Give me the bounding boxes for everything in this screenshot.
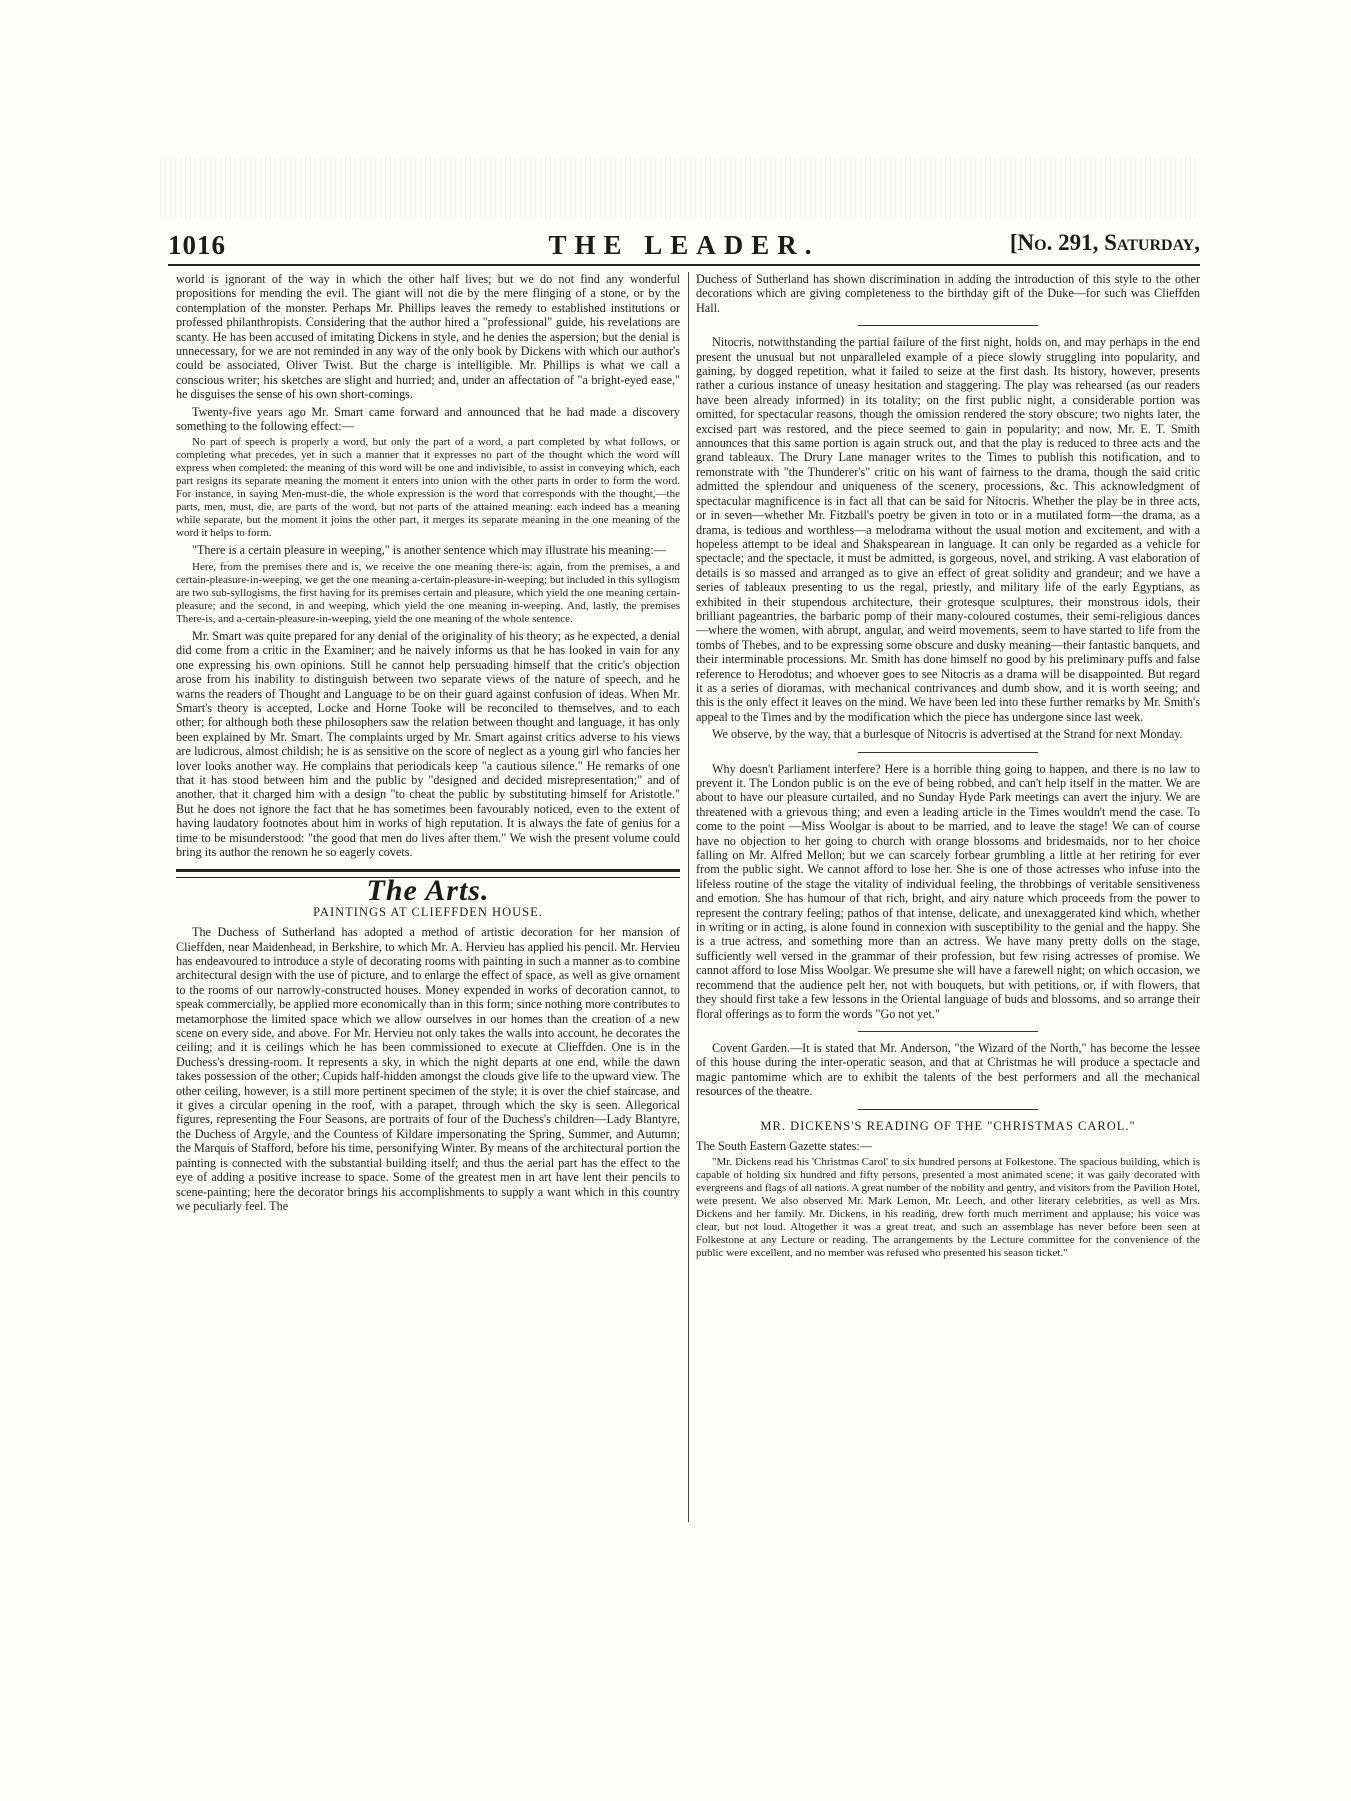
theatre-paragraph: Covent Garden.—It is stated that Mr. Anderson, "the Wizard of the North," has become the lessee of this house during the inter-operatic season, and that at Christmas he will produce a spectacle and magic pantomime which are to exhibit the talents of the best performers and all the mechanical resources of the theatre. <box>696 1040 1200 1099</box>
right-column <box>696 272 1200 1522</box>
quotation: "Mr. Dickens read his 'Christmas Carol' to six hundred persons at Folkestone. The spacious building, which is capable of holding six hundred and fifty persons, presented a most animated scene; it was gaily decorated with evergreens and flags of all nations. A great number of the nobility and gentry, and visitors from the Pavilion Hotel, were present. We also observed Mr. Mark Lemon, Mr. Leech, and other literary celebrities, as well as Mrs. Dickens and her family. Mr. Dickens, in his reading, drew forth much merriment and applause; his voice was clear, but not loud. Altogether it was a great treat, and such an assemblage has never before been seen at Folkestone at any Lecture or reading. The arrangements by the Lecture committee for the convenience of the public were excellent, and no member was refused who presented his season ticket." <box>696 1156 1200 1260</box>
article-divider <box>858 1031 1038 1032</box>
review-paragraph: Mr. Smart was quite prepared for any denial of the originality of his theory; as he expected, a denial did come from a critic in the Examiner; and he naively informs us that he has looked in vain for any one expressing his own opinions. Still he cannot help persuading himself that the critic's objection arose from his inability to distinguish between two separate views of the nature of speech, and he warns the readers of Thought and Language to be on their guard against confusion of ideas. When Mr. Smart's theory is accepted, Locke and Horne Tooke will be reconciled to themselves, and to each other; for although both these philosophers saw the relation between thought and language, it has only been explained by Mr. Smart. The complaints urged by Mr. Smart against critics adverse to his views are ludicrous, almost childish; he is as sensitive on the score of neglect as a young girl who fancies her lover looks another way. He complains that periodicals keep "a cautious silence." He remarks of one that it has stood between him and the public by "designed and decided misrepresentation;" and of another, that it charged him with a design "to cheat the public by substituting himself for Aristotle." But he does not ignore the fact that he has sometimes been favourably noticed, even to the extent of having laudatory footnotes about him in works of high reputation. It is always the fate of genius for a time to be misunderstood: "the good that men do lives after them." We wish the present volume could bring its author the renown he so eagerly covets. <box>176 628 680 859</box>
masthead-rule <box>168 264 1200 266</box>
article-heading: PAINTINGS AT CLIEFFDEN HOUSE. <box>313 904 543 919</box>
bleed-through-noise <box>160 158 1200 218</box>
left-column <box>176 272 680 1522</box>
masthead <box>168 226 1200 262</box>
article-divider <box>858 1109 1038 1110</box>
article-intro: The South Eastern Gazette states:— <box>696 1138 872 1153</box>
quotation: No part of speech is properly a word, but only the part of a word, a part completed by what follows, or completing what precedes, yet in such a manner that it expresses no part of the thought which the word will express when completed: the meaning of this word will be one and indivisible, to assist in conveying which, each part resigns its separate meaning the moment it enters into union with the other parts in order to form the word. For instance, in saying Men-must-die, the whole expression is the word that corresponds with the thought,—the parts, men, must, die, are parts of the word, but not parts of the attained meaning: each indeed has a meaning while separate, but the moment it joins the other part, it merges its separate meaning in the one meaning of the word it helps to form. <box>176 436 680 540</box>
review-paragraph: "There is a certain pleasure in weeping," is another sentence which may illustrate his meaning:— <box>192 543 666 558</box>
review-paragraph: Twenty-five years ago Mr. Smart came forward and announced that he had made a discovery something to the following effect:— <box>176 404 680 434</box>
page-number: 1016 <box>168 230 226 260</box>
column-divider <box>688 272 689 1522</box>
issue-number: [No. 291, Saturday, <box>1009 230 1200 255</box>
article-body: The Duchess of Sutherland has adopted a method of artistic decoration for her mansion of Clieffden, near Maidenhead, in Berkshire, to which Mr. A. Hervieu has applied his pencil. Mr. Hervieu has endeavoured to introduce a style of decorating rooms with painting in such a manner as to combine architectural design with the use of picture, and to enlarge the effect of space, as well as give ornament to the rooms of our narrowly-constructed houses. Money expended in works of decoration cannot, to speak commercially, be applied more economically than in this form; since nothing more contributes to metamorphose the limited space which we allow ourselves in our homes than the creation of a new scene on every side, and above. For Mr. Hervieu not only takes the walls into account, he decorates the ceiling; and it is ceilings which he has been commissioned to execute at Clieffden. One is in the Duchess's dressing-room. It represents a sky, in which the night departs at one end, while the dawn takes possession of the other; Cupids half-hidden amongst the clouds give life to the upward view. The other ceiling, however, is a still more pertinent specimen of the style; it is over the chief staircase, and it gives a circular opening in the roof, with a parapet, through which the sky is seen. Allegorical figures, representing the Four Seasons, are portraits of four of the Duchess's children—Lady Blantyre, the Duchess of Argyle, and the Countess of Kildare impersonating the Spring, Summer, and Autumn; the Marquis of Stafford, before his time, personifying Winter. By means of the architectural portion the painting is connected with the substantial building itself; and thus the aerial part has the effect to the eye of adding a positive increase to space. Some of the greatest men in art have lent their pencils to scene-painting; here the decorator brings his accomplishments to supply a want which in this country we peculiarly feel. The <box>176 925 680 1213</box>
article-heading: MR. DICKENS'S READING OF THE "CHRISTMAS CAROL." <box>760 1118 1136 1133</box>
quotation: Here, from the premises there and is, we receive the one meaning there-is: again, from the premises, a and certain-pleasure-in-weeping, we get the one meaning a-certain-pleasure-in-weeping; but included in this syllogism are two sub-syllogisms, the first having for its premises certain and pleasure, which yield the one meaning certain-pleasure; and the second, in and weeping, which yield the one meaning in-weeping. And, lastly, the premises There-is, and a-certain-pleasure-in-weeping, yield the one meaning of the whole sentence. <box>176 560 680 625</box>
article-continuation: Duchess of Sutherland has shown discrimination in adding the introduction of this style to the other decorations which are giving completeness to the birthday gift of the Duke—for such was Clieffden Hall. <box>696 272 1200 315</box>
theatre-paragraph: Why doesn't Parliament interfere? Here is a horrible thing going to happen, and there is no law to prevent it. The London public is on the eve of being robbed, and can't help itself in the matter. We are about to have our pleasure curtailed, and no Sunday Hyde Park meetings can avert the injury. We are threatened with a grievous thing; and even a leading article in the Times wouldn't mend the case. To come to the point —Miss Woolgar is about to be married, and to leave the stage! We can of course have no objection to her going to church with orange blossoms and bridesmaids, nor to her choice falling on Mr. Alfred Mellon; but we can scarcely forbear grumbling a little at her retiring for ever from the public sight. We cannot afford to lose her. She is one of those actresses who infuse into the lifeless routine of the stage the vitality of individual feeling, the throbbings of veritable sensitiveness and emotion. She has humour of that rich, bright, and airy nature which proceeds from the power to represent the contrary feeling; pathos of that intense, delicate, and unexaggerated kind which, whether in writing or in acting, is alone found in connexion with susceptibility to the genial and the happy. She is a true actress, and something more than an actress. We have many pretty dolls on the stage, sufficiently well versed in the grammar of their profession, but few rising actresses of promise. We cannot afford to lose Miss Woolgar. We presume she will have a farewell night; on which occasion, we recommend that the audience pelt her, not with bouquets, but with petitions, or, if with flowers, that they should first take a few lessons in the Oriental language of buds and blossoms, and so arrange their floral offerings as to form the words "Go not yet." <box>696 761 1200 1021</box>
theatre-paragraph: We observe, by the way, that a burlesque of Nitocris is advertised at the Strand for next Monday. <box>712 727 1183 742</box>
review-paragraph: world is ignorant of the way in which the other half lives; but we do not find any wonderful propositions for mending the evil. The giant will not die by the mere flinging of a stone, or by the contemplation of the monster. Perhaps Mr. Phillips leaves the remedy to established institutions or professed philanthropists. Considering that the author hired a "professional" guide, his revelations are scanty. He has been accused of imitating Dickens in style, and he denies the aspersion; but the denial is unnecessary, for we are not reminded in any way of the only book by Dickens with which our author's could be associated, Oliver Twist. But the charge is intelligible. Mr. Phillips is what we call a conscious writer; his sketches are slight and hurried; and, under an affectation of "a bright-eyed ease," he disguises the sense of his own short-comings. <box>176 272 680 402</box>
article-divider <box>858 325 1038 326</box>
theatre-paragraph: Nitocris, notwithstanding the partial failure of the first night, holds on, and may perhaps in the end present the unusual but not unparalleled example of a piece slowly struggling into popularity, and gaining, by dogged repetition, what it failed to seize at the first dash. Its history, however, presents rather a curious instance of uneasy hesitation and staggering. The play was rehearsed (as our readers have been already informed) in its totality; on the first public night, a considerable portion was omitted, for spectacular reasons, though the omission rendered the story obscure; two nights later, the excised part was restored, and the piece seemed to gain in popularity; and now, Mr. E. T. Smith announces that this same portion is again struck out, and that the play is reduced to three acts and the grand tableaux. The Drury Lane manager writes to the Times to publish this notification, and to remonstrate with "the Thunderer's" critic on his want of fairness to the drama, though the said critic admitted the splendour and uniqueness of the scenery, processions, &c. This acknowledgment of spectacular magnificence is in fact all that can be said for Nitocris. Whether the play be in three acts, or in seven—whether Mr. Fitzball's poetry be given in toto or in a mutilated form—the drama, as a drama, is tedious and worthless—a melodrama without the usual motion and excitement, and with a hopeless attempt to be ideal and Shakspearean in language. It can only be regarded as a vehicle for spectacle; and the spectacle, it must be admitted, is gorgeous, novel, and striking. A vast elaboration of details is so massed and arranged as to give an effect of great solidity and grandeur; and we have a series of tableaux presenting to us the regal, priestly, and military life of the early Egyptians, as exhibited in their stupendous architecture, their grotesque sculptures, their monstrous idols, their brilliant pageantries, the barbaric pomp of their many-coloured costumes, their semi-religious dances—where the women, with abrupt, angular, and weird movements, seem to have started to life from the tombs of Thebes, and to be expressing some obscure and dusky meaning—their fantastic banquets, and their interminable processions. Mr. Smith has done himself no good by his preliminary puffs and false reference to Herodotus; and whoever goes to see Nitocris as a drama will be disappointed. But regard it as a series of dioramas, with mechanical contrivances and dumb show, and it is worth seeing; and this is the only effect it leaves on the mind. We have been led into these further remarks by Mr. Smith's appeal to the Times and by the modification which the piece has undergone since last week. <box>696 335 1200 724</box>
newspaper-title: THE LEADER. <box>548 230 820 260</box>
section-title: The Arts. <box>366 874 490 908</box>
article-divider <box>858 752 1038 753</box>
